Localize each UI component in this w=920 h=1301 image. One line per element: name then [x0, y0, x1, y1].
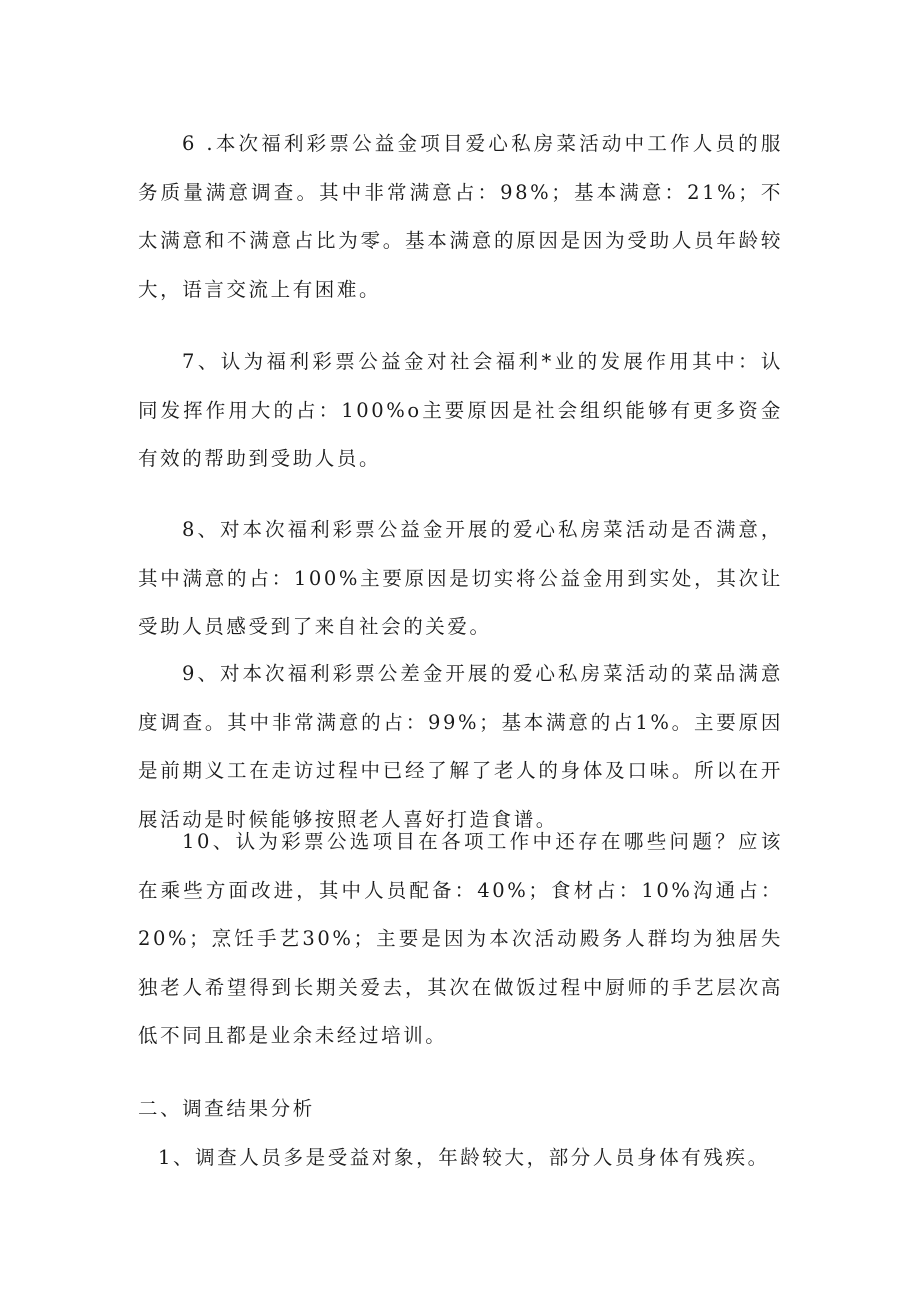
paragraph-8: 8、对本次福利彩票公益金开展的爱心私房菜活动是否满意，其中满意的占：100%主要原因是切实将公益金用到实处，其次让受助人员感受到了来自社会的关爱。 [138, 518, 783, 638]
paragraph-7: 7、认为福利彩票公益金对社会福利*业的发展作用其中：认同发挥作用大的占：100%o主要原因是社会组织能够有更多资金有效的帮助到受助人员。 [138, 350, 783, 470]
paragraph-10: 10、认为彩票公选项目在各项工作中还存在哪些问题？应该在乘些方面改进，其中人员配备：40%；食材占：10%沟通占：20%；烹饪手艺30%；主要是因为本次活动殿务人群均为独居失独老人希望得到长期关爱去，其次在做饭过程中厨师的手艺层次高低不同且都是业余未经过培训。 [138, 830, 783, 1047]
analysis-item-1: 1、调查人员多是受益对象，年龄较大，部分人员身体有残疾。 [158, 1146, 770, 1169]
paragraph-6: 6 .本次福利彩票公益金项目爱心私房菜活动中工作人员的服务质量满意调查。其中非常满意占：98%；基本满意：21%；不太满意和不满意占比为零。基本满意的原因是因为受助人员年龄较大，语言交流上有困难。 [138, 132, 783, 301]
section-heading: 二、调查结果分析 [138, 1097, 315, 1120]
paragraph-9: 9、对本次福利彩票公差金开展的爱心私房菜活动的菜品满意度调查。其中非常满意的占：99%；基本满意的占1%。主要原因是前期义工在走访过程中已经了解了老人的身体及口味。所以在开展活动是时候能够按照老人喜好打造食谱。 [138, 662, 783, 831]
